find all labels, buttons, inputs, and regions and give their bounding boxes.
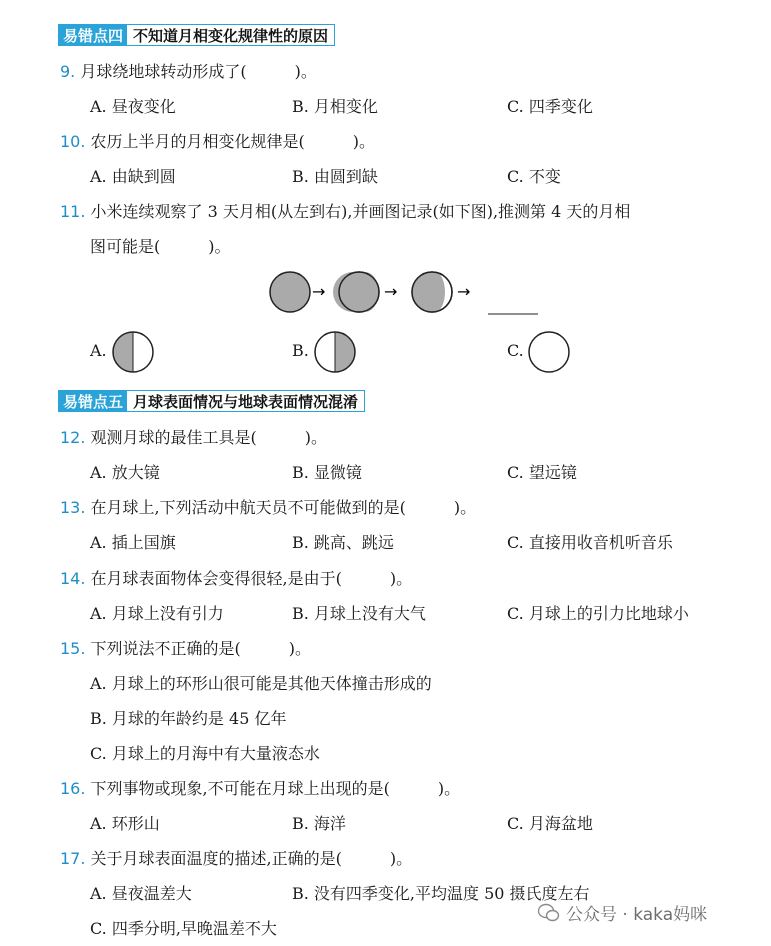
watermark	[538, 900, 707, 925]
option-c[interactable]: C. 望远镜	[507, 463, 577, 482]
question-10: 10. 农历上半月的月相变化规律是( )。	[60, 132, 376, 151]
option-a[interactable]: A. 月球上没有引力	[90, 604, 224, 623]
option-a[interactable]: A. 月球上的环形山很可能是其他天体撞击形成的	[90, 674, 432, 693]
option-c[interactable]: C. 月海盆地	[507, 814, 593, 833]
moon-day-1-icon	[270, 272, 310, 312]
option-a[interactable]: A. 环形山	[90, 814, 160, 833]
section-label: 易错点四	[59, 25, 127, 45]
section-tag-4	[58, 24, 335, 46]
question-11-line2: 图可能是( )。	[90, 237, 231, 256]
question-text: 关于月球表面温度的描述,正确的是(	[90, 849, 342, 868]
question-text: 月球绕地球转动形成了(	[80, 62, 247, 81]
option-b[interactable]: B. 没有四季变化,平均温度 50 摄氏度左右	[292, 884, 590, 903]
option-b[interactable]: B. 月球的年龄约是 45 亿年	[90, 709, 287, 728]
wechat-icon	[538, 903, 560, 923]
section-title: 月球表面情况与地球表面情况混淆	[127, 391, 364, 411]
question-number: 11.	[60, 202, 86, 221]
moon-sequence-figure	[260, 266, 550, 322]
option-b[interactable]: B. 月球上没有大气	[292, 604, 426, 623]
question-text: 观测月球的最佳工具是(	[90, 428, 257, 447]
option-c[interactable]: C.	[507, 341, 524, 360]
question-text: 下列事物或现象,不可能在月球上出现的是(	[90, 779, 390, 798]
option-c[interactable]: C. 月球上的引力比地球小	[507, 604, 689, 623]
half-moon-right-dark-icon	[314, 331, 356, 373]
question-number: 10.	[60, 132, 86, 151]
new-moon-outline-icon	[528, 331, 570, 373]
section-title: 不知道月相变化规律性的原因	[127, 25, 334, 45]
moon-day-3-icon	[412, 272, 452, 312]
question-number: 9.	[60, 62, 76, 81]
question-text: 小米连续观察了 3 天月相(从左到右),并画图记录(如下图),推测第 4 天的月相	[90, 202, 631, 221]
question-number: 17.	[60, 849, 86, 868]
question-text: 图可能是(	[90, 237, 161, 256]
option-a[interactable]: A. 放大镜	[90, 463, 160, 482]
question-text: 在月球表面物体会变得很轻,是由于(	[90, 569, 342, 588]
question-text: 下列说法不正确的是(	[90, 639, 241, 658]
question-number: 12.	[60, 428, 86, 447]
question-number: 13.	[60, 498, 86, 517]
question-text: 农历上半月的月相变化规律是(	[90, 132, 305, 151]
question-15: 15. 下列说法不正确的是( )。	[60, 639, 312, 658]
option-a[interactable]: A.	[90, 341, 107, 360]
question-number: 16.	[60, 779, 86, 798]
option-c[interactable]: C. 四季分明,早晚温差不大	[90, 919, 277, 938]
option-c[interactable]: C. 月球上的月海中有大量液态水	[90, 744, 320, 763]
option-b[interactable]: B. 显微镜	[292, 463, 362, 482]
option-a[interactable]: A. 昼夜变化	[90, 97, 176, 116]
question-17: 17. 关于月球表面温度的描述,正确的是( )。	[60, 849, 413, 868]
option-c[interactable]: C. 不变	[507, 167, 561, 186]
option-a[interactable]: A. 昼夜温差大	[90, 884, 192, 903]
option-b[interactable]: B. 跳高、跳远	[292, 533, 394, 552]
option-a[interactable]: A. 由缺到圆	[90, 167, 176, 186]
moon-day-2-icon	[333, 272, 379, 312]
question-9: 9. 月球绕地球转动形成了( )。	[60, 62, 317, 81]
question-14: 14. 在月球表面物体会变得很轻,是由于( )。	[60, 569, 413, 588]
question-16: 16. 下列事物或现象,不可能在月球上出现的是( )。	[60, 779, 461, 798]
arrow-icon: →	[384, 282, 398, 301]
question-number: 15.	[60, 639, 86, 658]
option-b[interactable]: B. 由圆到缺	[292, 167, 378, 186]
section-label: 易错点五	[59, 391, 127, 411]
option-b[interactable]: B. 海洋	[292, 814, 346, 833]
question-text: 在月球上,下列活动中航天员不可能做到的是(	[90, 498, 406, 517]
half-moon-left-dark-icon	[112, 331, 154, 373]
question-number: 14.	[60, 569, 86, 588]
arrow-icon: →	[457, 282, 471, 301]
arrow-icon: →	[312, 282, 326, 301]
option-a[interactable]: A. 插上国旗	[90, 533, 176, 552]
option-b[interactable]: B.	[292, 341, 309, 360]
question-13: 13. 在月球上,下列活动中航天员不可能做到的是( )。	[60, 498, 477, 517]
watermark-text: 公众号 · kaka妈咪	[566, 905, 708, 925]
option-c[interactable]: C. 直接用收音机听音乐	[507, 533, 673, 552]
option-c[interactable]: C. 四季变化	[507, 97, 593, 116]
question-11	[60, 202, 630, 222]
section-tag-5	[58, 390, 365, 412]
question-12: 12. 观测月球的最佳工具是( )。	[60, 428, 328, 447]
option-b[interactable]: B. 月相变化	[292, 97, 378, 116]
